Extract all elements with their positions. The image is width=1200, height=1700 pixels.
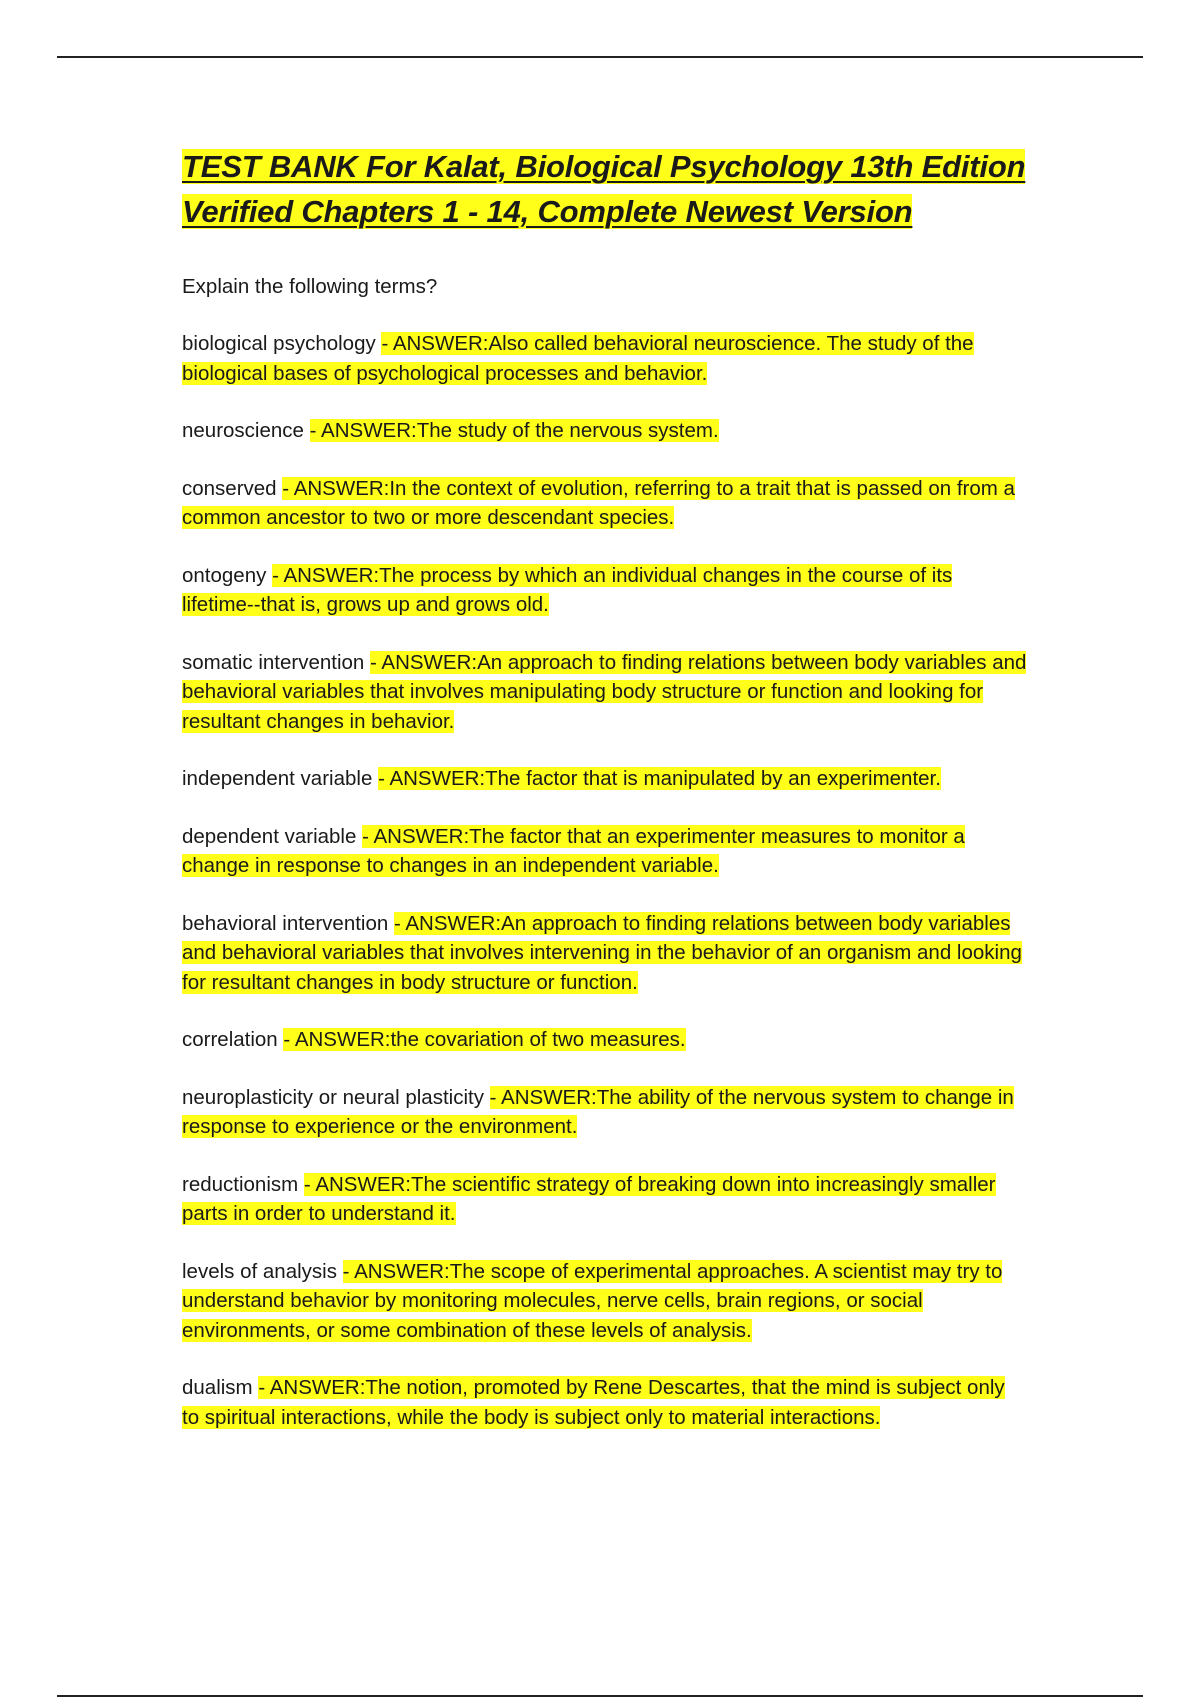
answer-highlight: - ANSWER:Also called behavioral neuroscience. The study of the biological bases of psychological processes and behavior. <box>182 332 974 385</box>
answer-highlight: - ANSWER:An approach to finding relations between body variables and behavioral variables that involves manipulating body structure or function and looking for resultant changes in behavior. <box>182 650 1027 733</box>
term-label: neuroscience <box>182 419 304 442</box>
term-entry-neuroscience <box>182 416 1027 446</box>
term-entry-ontogeny <box>182 561 1027 620</box>
answer-highlight: - ANSWER:The ability of the nervous system to change in response to experience or the environment. <box>182 1085 1014 1138</box>
term-label: ontogeny <box>182 563 267 587</box>
answer-highlight: - ANSWER:The study of the nervous system. <box>309 419 719 442</box>
document-title-text: TEST BANK For Kalat, Biological Psychology 13th Edition Verified Chapters 1 - 14, Complete Newest Version <box>182 149 1026 229</box>
answer-highlight: - ANSWER:The scientific strategy of breaking down into increasingly smaller parts in order to understand it. <box>182 1172 996 1225</box>
term-label: dependent variable <box>182 824 357 848</box>
term-label: biological psychology <box>182 332 376 355</box>
answer-highlight: - ANSWER:The factor that is manipulated by an experimenter. <box>378 767 941 790</box>
intro-text: Explain the following terms? <box>182 275 438 298</box>
answer-highlight: - ANSWER:the covariation of two measures. <box>283 1028 686 1051</box>
document-title <box>182 145 1027 234</box>
term-entry-neuroplasticity <box>182 1083 1027 1142</box>
term-entry-reductionism <box>182 1170 1027 1229</box>
term-label: dualism <box>182 1376 253 1399</box>
answer-highlight: - ANSWER:The process by which an individual changes in the course of its lifetime--that is, grows up and grows old. <box>182 563 953 616</box>
term-entry-somatic-intervention <box>182 648 1027 737</box>
term-entry-dualism <box>182 1373 1027 1432</box>
term-entry-dependent-variable <box>182 822 1027 881</box>
answer-highlight: - ANSWER:The factor that an experimenter measures to monitor a change in response to changes in an independent variable. <box>182 824 965 877</box>
term-entry-conserved <box>182 474 1027 533</box>
term-label: reductionism <box>182 1172 299 1196</box>
term-entry-independent-variable <box>182 764 1027 794</box>
term-label: levels of analysis <box>182 1259 337 1283</box>
answer-highlight: - ANSWER:An approach to finding relations between body variables and behavioral variables that involves intervening in the behavior of an organism and looking for resultant changes in body structure or function. <box>182 911 1022 994</box>
term-label: independent variable <box>182 767 373 790</box>
term-label: somatic intervention <box>182 650 365 674</box>
document-body <box>182 145 1027 1460</box>
answer-highlight: - ANSWER:The notion, promoted by Rene Descartes, that the mind is subject only to spiritual interactions, while the body is subject only to material interactions. <box>182 1376 1005 1429</box>
term-list <box>182 329 1027 1432</box>
term-label: neuroplasticity or neural plasticity <box>182 1085 484 1109</box>
page-top-rule <box>57 56 1143 58</box>
term-label: conserved <box>182 476 277 500</box>
page-bottom-rule <box>57 1695 1143 1697</box>
answer-highlight: - ANSWER:The scope of experimental approaches. A scientist may try to understand behavior by monitoring molecules, nerve cells, brain regions, or social environments, or some combination of these levels of analysis. <box>182 1259 1003 1342</box>
term-label: behavioral intervention <box>182 911 389 935</box>
term-entry-biological-psychology <box>182 329 1027 388</box>
answer-highlight: - ANSWER:In the context of evolution, referring to a trait that is passed on from a common ancestor to two or more descendant species. <box>182 476 1015 529</box>
term-label: correlation <box>182 1028 278 1051</box>
term-entry-correlation <box>182 1025 1027 1055</box>
term-entry-levels-of-analysis <box>182 1257 1027 1346</box>
term-entry-behavioral-intervention <box>182 909 1027 998</box>
